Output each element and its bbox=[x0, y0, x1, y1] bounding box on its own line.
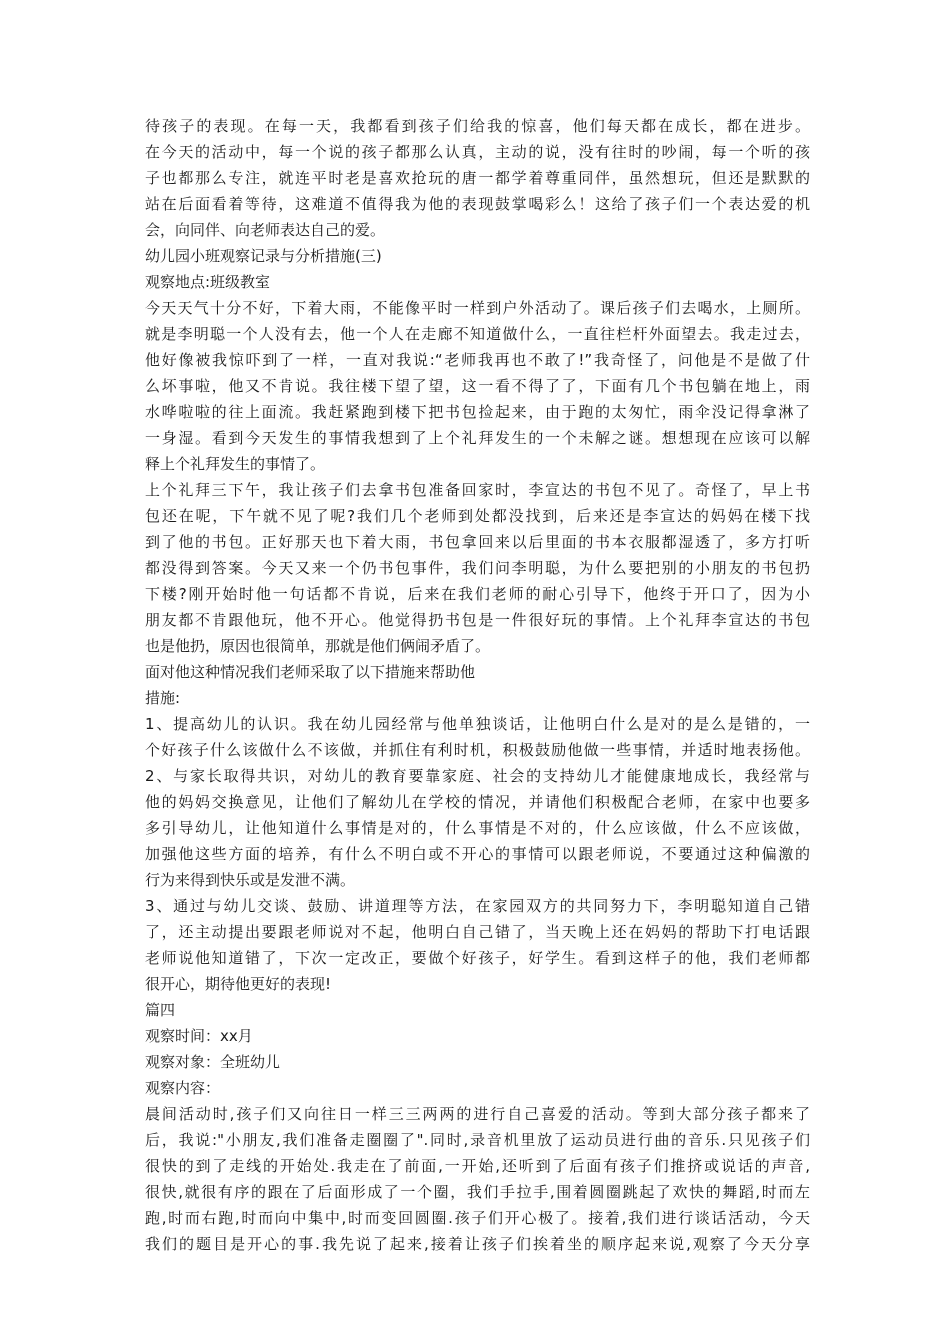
text-line: 老师说他知道错了，下次一定改正，要做个好孩子，好学生。看到这样子的他，我们老师都 bbox=[145, 949, 810, 967]
text-line: 加强他这些方面的培养，有什么不明白或不开心的事情可以跟老师说，不要通过这种偏激的 bbox=[145, 845, 810, 863]
text-line: 站在后面看着等待，这难道不值得我为他的表现鼓掌喝彩么！这给了孩子们一个表达爱的机 bbox=[145, 195, 810, 213]
text-line: 观察对象：全班幼儿 bbox=[145, 1053, 281, 1071]
text-line: 幼儿园小班观察记录与分析措施(三) bbox=[145, 247, 382, 265]
text-line: 今天天气十分不好，下着大雨，不能像平时一样到户外活动了。课后孩子们去喝水，上厕所。 bbox=[145, 299, 810, 317]
text-line: 很快的到了走线的开始处.我走在了前面,一开始,还听到了后面有孩子们推挤或说话的声音, bbox=[145, 1157, 810, 1175]
text-line: 子也都那么专注，就连平时老是喜欢抢玩的唐一都学着尊重同伴，虽然想玩，但还是默默的 bbox=[145, 169, 810, 187]
text-line: 3、通过与幼儿交谈、鼓励、讲道理等方法，在家园双方的共同努力下，李明聪知道自己错 bbox=[145, 897, 810, 915]
text-line: 观察时间：xx月 bbox=[145, 1027, 253, 1045]
text-line: 很开心，期待他更好的表现! bbox=[145, 975, 332, 993]
text-line: 很快,就很有序的跟在了后面形成了一个圈，我们手拉手,围着圆圈跳起了欢快的舞蹈,时而左 bbox=[145, 1183, 810, 1201]
text-line: 就是李明聪一个人没有去，他一个人在走廊不知道做什么，一直往栏杆外面望去。我走过去， bbox=[145, 325, 810, 343]
text-line: 后，我说:"小朋友,我们准备走圈圈了".同时,录音机里放了运动员进行曲的音乐.只见孩子们 bbox=[145, 1131, 810, 1149]
text-line: 个好孩子什么该做什么不该做，并抓住有利时机，积极鼓励他做一些事情，并适时地表扬他。 bbox=[145, 741, 810, 759]
text-line: 晨间活动时,孩子们又向往日一样三三两两的进行自己喜爱的活动。等到大部分孩子都来了 bbox=[145, 1105, 810, 1123]
text-line: 我们的题目是开心的事.我先说了起来,接着让孩子们挨着坐的顺序起来说,观察了今天分享 bbox=[145, 1235, 810, 1253]
text-line: 在今天的活动中，每一个说的孩子都那么认真，主动的说，没有往时的吵闹，每一个听的孩 bbox=[145, 143, 810, 161]
text-line: 1、提高幼儿的认识。我在幼儿园经常与他单独谈话，让他明白什么是对的是么是错的，一 bbox=[145, 715, 810, 733]
text-line: 都没得到答案。今天又来一个仍书包事件，我们问李明聪，为什么要把别的小朋友的书包扔 bbox=[145, 559, 810, 577]
text-line: 么坏事啦，他又不肯说。我往楼下望了望，这一看不得了了，下面有几个书包躺在地上，雨 bbox=[145, 377, 810, 395]
text-line: 观察地点:班级教室 bbox=[145, 273, 271, 291]
text-line: 也是他扔，原因也很简单，那就是他们俩闹矛盾了。 bbox=[145, 637, 491, 655]
text-line: 下楼?刚开始时他一句话都不肯说，后来在我们老师的耐心引导下，他终于开口了，因为小 bbox=[145, 585, 810, 603]
text-line: 他好像被我惊吓到了一样，一直对我说:“老师我再也不敢了!”我奇怪了，问他是不是做了什 bbox=[145, 351, 810, 369]
text-line: 措施: bbox=[145, 689, 181, 707]
text-line: 多引导幼儿，让他知道什么事情是对的，什么事情是不对的，什么应该做，什么不应该做， bbox=[145, 819, 810, 837]
text-line: 篇四 bbox=[145, 1001, 176, 1019]
text-line: 行为来得到快乐或是发泄不满。 bbox=[145, 871, 356, 889]
text-line: 水哗啦啦的往上面流。我赶紧跑到楼下把书包捡起来，由于跑的太匆忙，雨伞没记得拿淋了 bbox=[145, 403, 810, 421]
text-line: 2、与家长取得共识，对幼儿的教育要靠家庭、社会的支持幼儿才能健康地成长，我经常与 bbox=[145, 767, 810, 785]
text-line: 待孩子的表现。在每一天，我都看到孩子们给我的惊喜，他们每天都在成长，都在进步。 bbox=[145, 117, 810, 135]
text-line: 一身湿。看到今天发生的事情我想到了上个礼拜发生的一个未解之谜。想想现在应该可以解 bbox=[145, 429, 810, 447]
text-line: 面对他这种情况我们老师采取了以下措施来帮助他 bbox=[145, 663, 476, 681]
document-body bbox=[145, 113, 810, 1257]
text-line: 包还在呢，下午就不见了呢?我们几个老师到处都没找到，后来还是李宣达的妈妈在楼下找 bbox=[145, 507, 810, 525]
text-line: 到了他的书包。正好那天也下着大雨，书包拿回来以后里面的书本衣服都湿透了，多方打听 bbox=[145, 533, 810, 551]
text-line: 观察内容： bbox=[145, 1079, 221, 1097]
text-line: 会，向同伴、向老师表达自己的爱。 bbox=[145, 221, 386, 239]
text-line: 他的妈妈交换意见，让他们了解幼儿在学校的情况，并请他们积极配合老师，在家中也要多 bbox=[145, 793, 810, 811]
text-line: 了，还主动提出要跟老师说对不起，他明白自己错了，当天晚上还在妈妈的帮助下打电话跟 bbox=[145, 923, 810, 941]
text-line: 跑,时而右跑,时而向中集中,时而变回圆圈.孩子们开心极了。接着,我们进行谈话活动，今天 bbox=[145, 1209, 810, 1227]
text-line: 释上个礼拜发生的事情了。 bbox=[145, 455, 326, 473]
text-line: 朋友都不肯跟他玩，他不开心。他觉得扔书包是一件很好玩的事情。上个礼拜李宣达的书包 bbox=[145, 611, 810, 629]
text-line: 上个礼拜三下午，我让孩子们去拿书包准备回家时，李宣达的书包不见了。奇怪了，早上书 bbox=[145, 481, 810, 499]
